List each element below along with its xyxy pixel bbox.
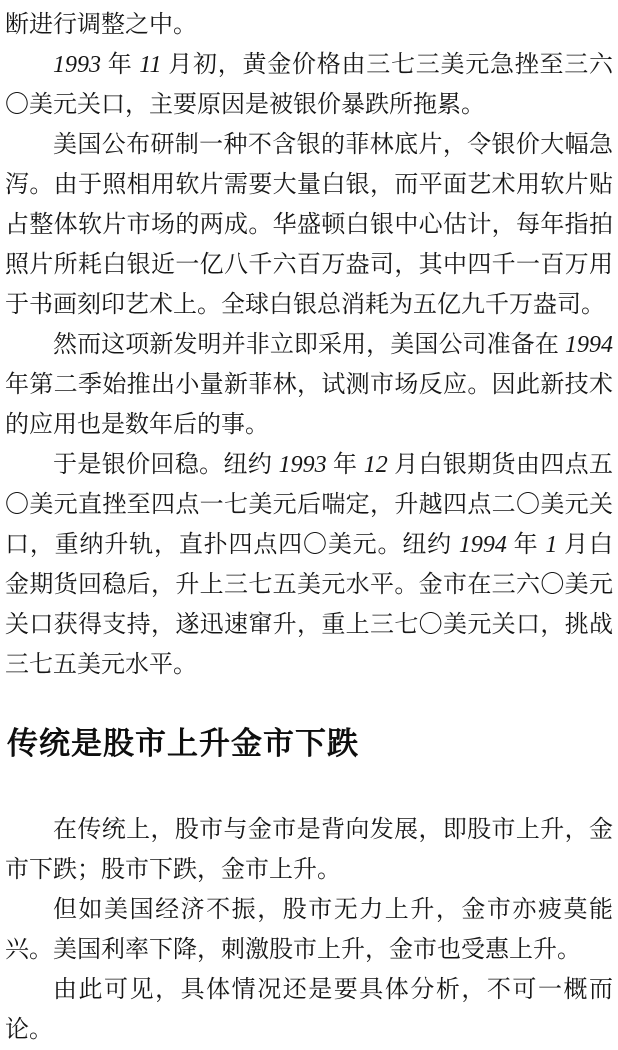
section-heading xyxy=(7,722,613,766)
paragraph xyxy=(5,445,613,685)
text-segment: 月白金期货回稳后，升上三七五美元水平。金市在三六〇美元关口获得支持，遂迅速窜升，重上三七〇美元关口，挑战三七五美元水平。 xyxy=(5,532,614,678)
text-segment: 1993 xyxy=(278,452,327,478)
paragraph xyxy=(5,970,613,1050)
text-segment: 1994 xyxy=(458,532,507,558)
text-segment: 年第二季始推出小量新菲林，试测市场反应。因此新技术的应用也是数年后的事。 xyxy=(5,372,613,438)
text-segment: 传统是股市上升金市下跌 xyxy=(7,726,359,761)
text-segment: 月初，黄金价格由三七三美元急挫至三六〇美元关口，主要原因是被银价暴跌所拖累。 xyxy=(5,52,614,118)
paragraph xyxy=(5,325,613,445)
text-segment: 由此可见，具体情况还是要具体分析，不可一概而论。 xyxy=(5,977,613,1043)
text-segment: 美国公布研制一种不含银的菲林底片，令银价大幅急泻。由于照相用软片需要大量白银，而平面艺术用软片贴占整体软片市场的两成。华盛顿白银中心估计，每年指拍照片所耗白银近一亿八千六百万盎司，其中四千一百万用于书画刻印艺术上。全球白银总消耗为五亿九千万盎司。 xyxy=(5,132,613,318)
paragraph xyxy=(5,810,613,890)
text-segment: 年 xyxy=(101,52,140,78)
text-segment: 于是银价回稳。纽约 xyxy=(53,452,279,478)
text-segment: 在传统上，股市与金市是背向发展，即股市上升，金市下跌；股市下跌，金市上升。 xyxy=(5,817,613,883)
paragraph xyxy=(5,890,613,970)
text-segment: 然而这项新发明并非立即采用，美国公司准备在 xyxy=(53,332,565,358)
text-segment: 月白银期货由四点五〇美元直挫至四点一七美元后喘定，升越四点二〇美元关口，重纳升轨，直扑四点四〇美元。纽约 xyxy=(5,452,614,558)
paragraph xyxy=(5,5,613,45)
text-segment: 1994 xyxy=(565,332,613,358)
paragraph xyxy=(5,45,613,125)
text-segment: 年 xyxy=(326,452,364,478)
text-segment: 年 xyxy=(506,532,546,558)
text-segment: 1993 xyxy=(53,52,101,78)
text-segment: 1 xyxy=(545,532,558,558)
paragraph xyxy=(5,125,613,325)
page-text xyxy=(5,5,613,1050)
text-segment: 但如美国经济不振，股市无力上升，金市亦疲莫能兴。美国利率下降，刺激股市上升，金市也受惠上升。 xyxy=(5,897,613,963)
text-segment: 11 xyxy=(139,52,162,78)
text-segment: 断进行调整之中。 xyxy=(5,12,197,38)
text-segment: 12 xyxy=(363,452,388,478)
